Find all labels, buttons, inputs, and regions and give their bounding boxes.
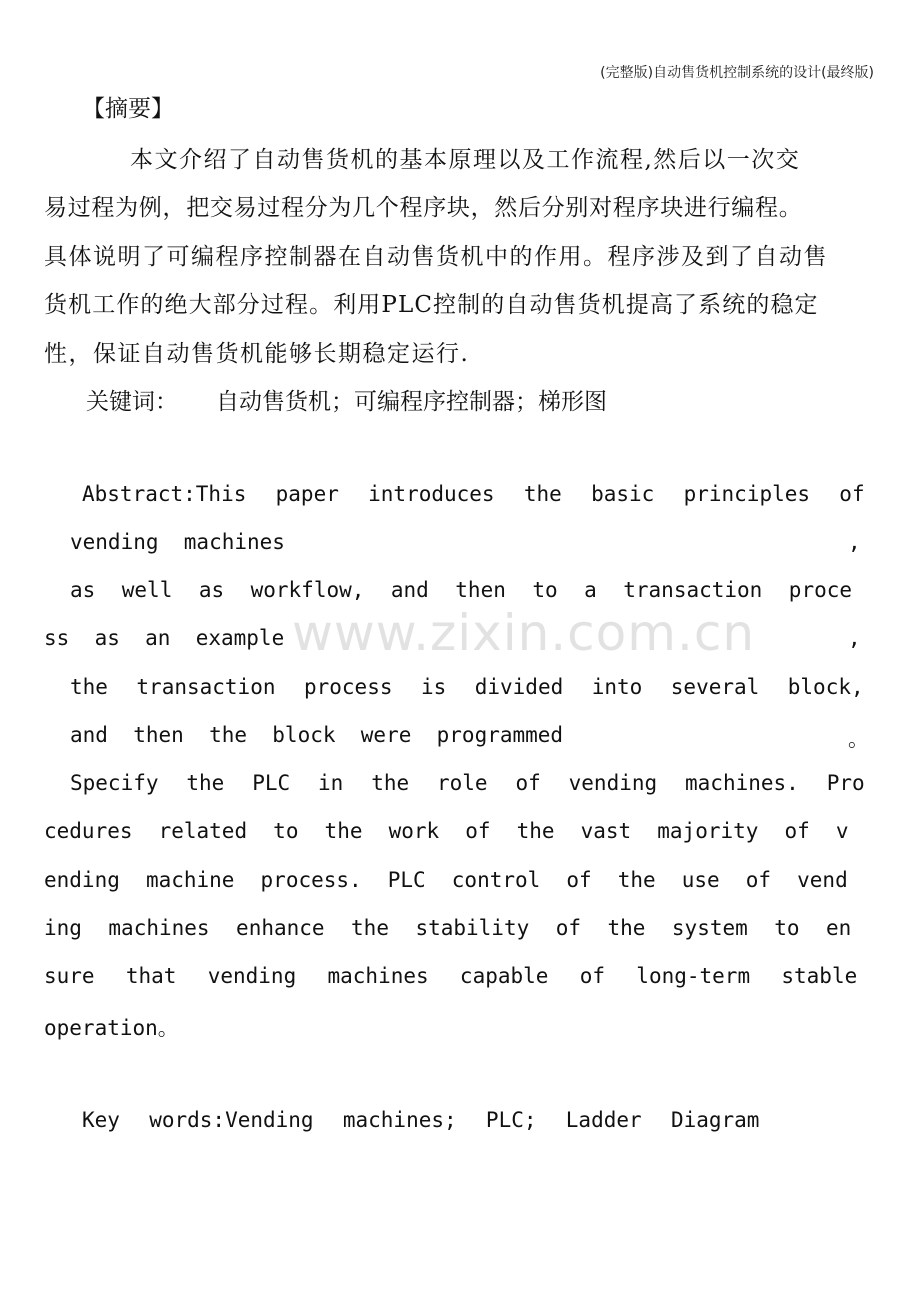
abstract-en-line-1: Abstract:This paper introduces the basic principles of: [82, 482, 865, 506]
abstract-en-line-8: cedures related to the work of the vast majority of v: [44, 819, 849, 843]
abstract-en-line-10: ing machines enhance the stability of the system to en: [44, 916, 852, 940]
abstract-en-line-9: ending machine process. PLC control of the use of vend: [44, 868, 848, 892]
abstract-en-line-6-end: 。: [848, 727, 869, 751]
abstract-en-line-2-end: ,: [848, 530, 861, 554]
keywords-en: Key words:Vending machines; PLC; Ladder Diagram: [82, 1108, 760, 1132]
watermark-text: www.zixin.com.cn: [292, 604, 756, 662]
keywords-zh-label: 关键词：: [86, 389, 178, 415]
abstract-en-line-7: Specify the PLC in the role of vending machines. Pro: [70, 771, 865, 795]
abstract-zh-line-2: 易过程为例，把交易过程分为几个程序块，然后分别对程序块进行编程。: [44, 195, 803, 221]
document-header-title: (完整版)自动售货机控制系统的设计(最终版): [600, 65, 874, 81]
abstract-zh-line-3: 具体说明了可编程序控制器在自动售货机中的作用。程序涉及到了自动售: [44, 244, 828, 270]
abstract-zh-line-4: 货机工作的绝大部分过程。利用PLC控制的自动售货机提高了系统的稳定: [44, 292, 819, 318]
abstract-en-line-11: sure that vending machines capable of long-term stable: [44, 964, 858, 988]
abstract-en-line-4: ss as an example: [44, 626, 285, 650]
abstract-heading: 【摘要】: [82, 96, 174, 122]
abstract-zh-line-5: 性，保证自动售货机能够长期稳定运行.: [44, 341, 470, 367]
abstract-en-line-12: operation。: [44, 1016, 179, 1040]
keywords-zh-value: 自动售货机；可编程序控制器；梯形图: [216, 389, 607, 415]
abstract-en-line-5: the transaction process is divided into several block,: [70, 675, 864, 699]
abstract-zh-line-1: 本文介绍了自动售货机的基本原理以及工作流程,然后以一次交: [130, 147, 801, 173]
abstract-en-line-4-end: ,: [848, 626, 861, 650]
abstract-en-line-6: and then the block were programmed: [70, 723, 564, 747]
abstract-en-line-3: as well as workflow, and then to a transaction proce: [70, 578, 853, 602]
abstract-en-line-2: vending machines: [70, 530, 285, 554]
